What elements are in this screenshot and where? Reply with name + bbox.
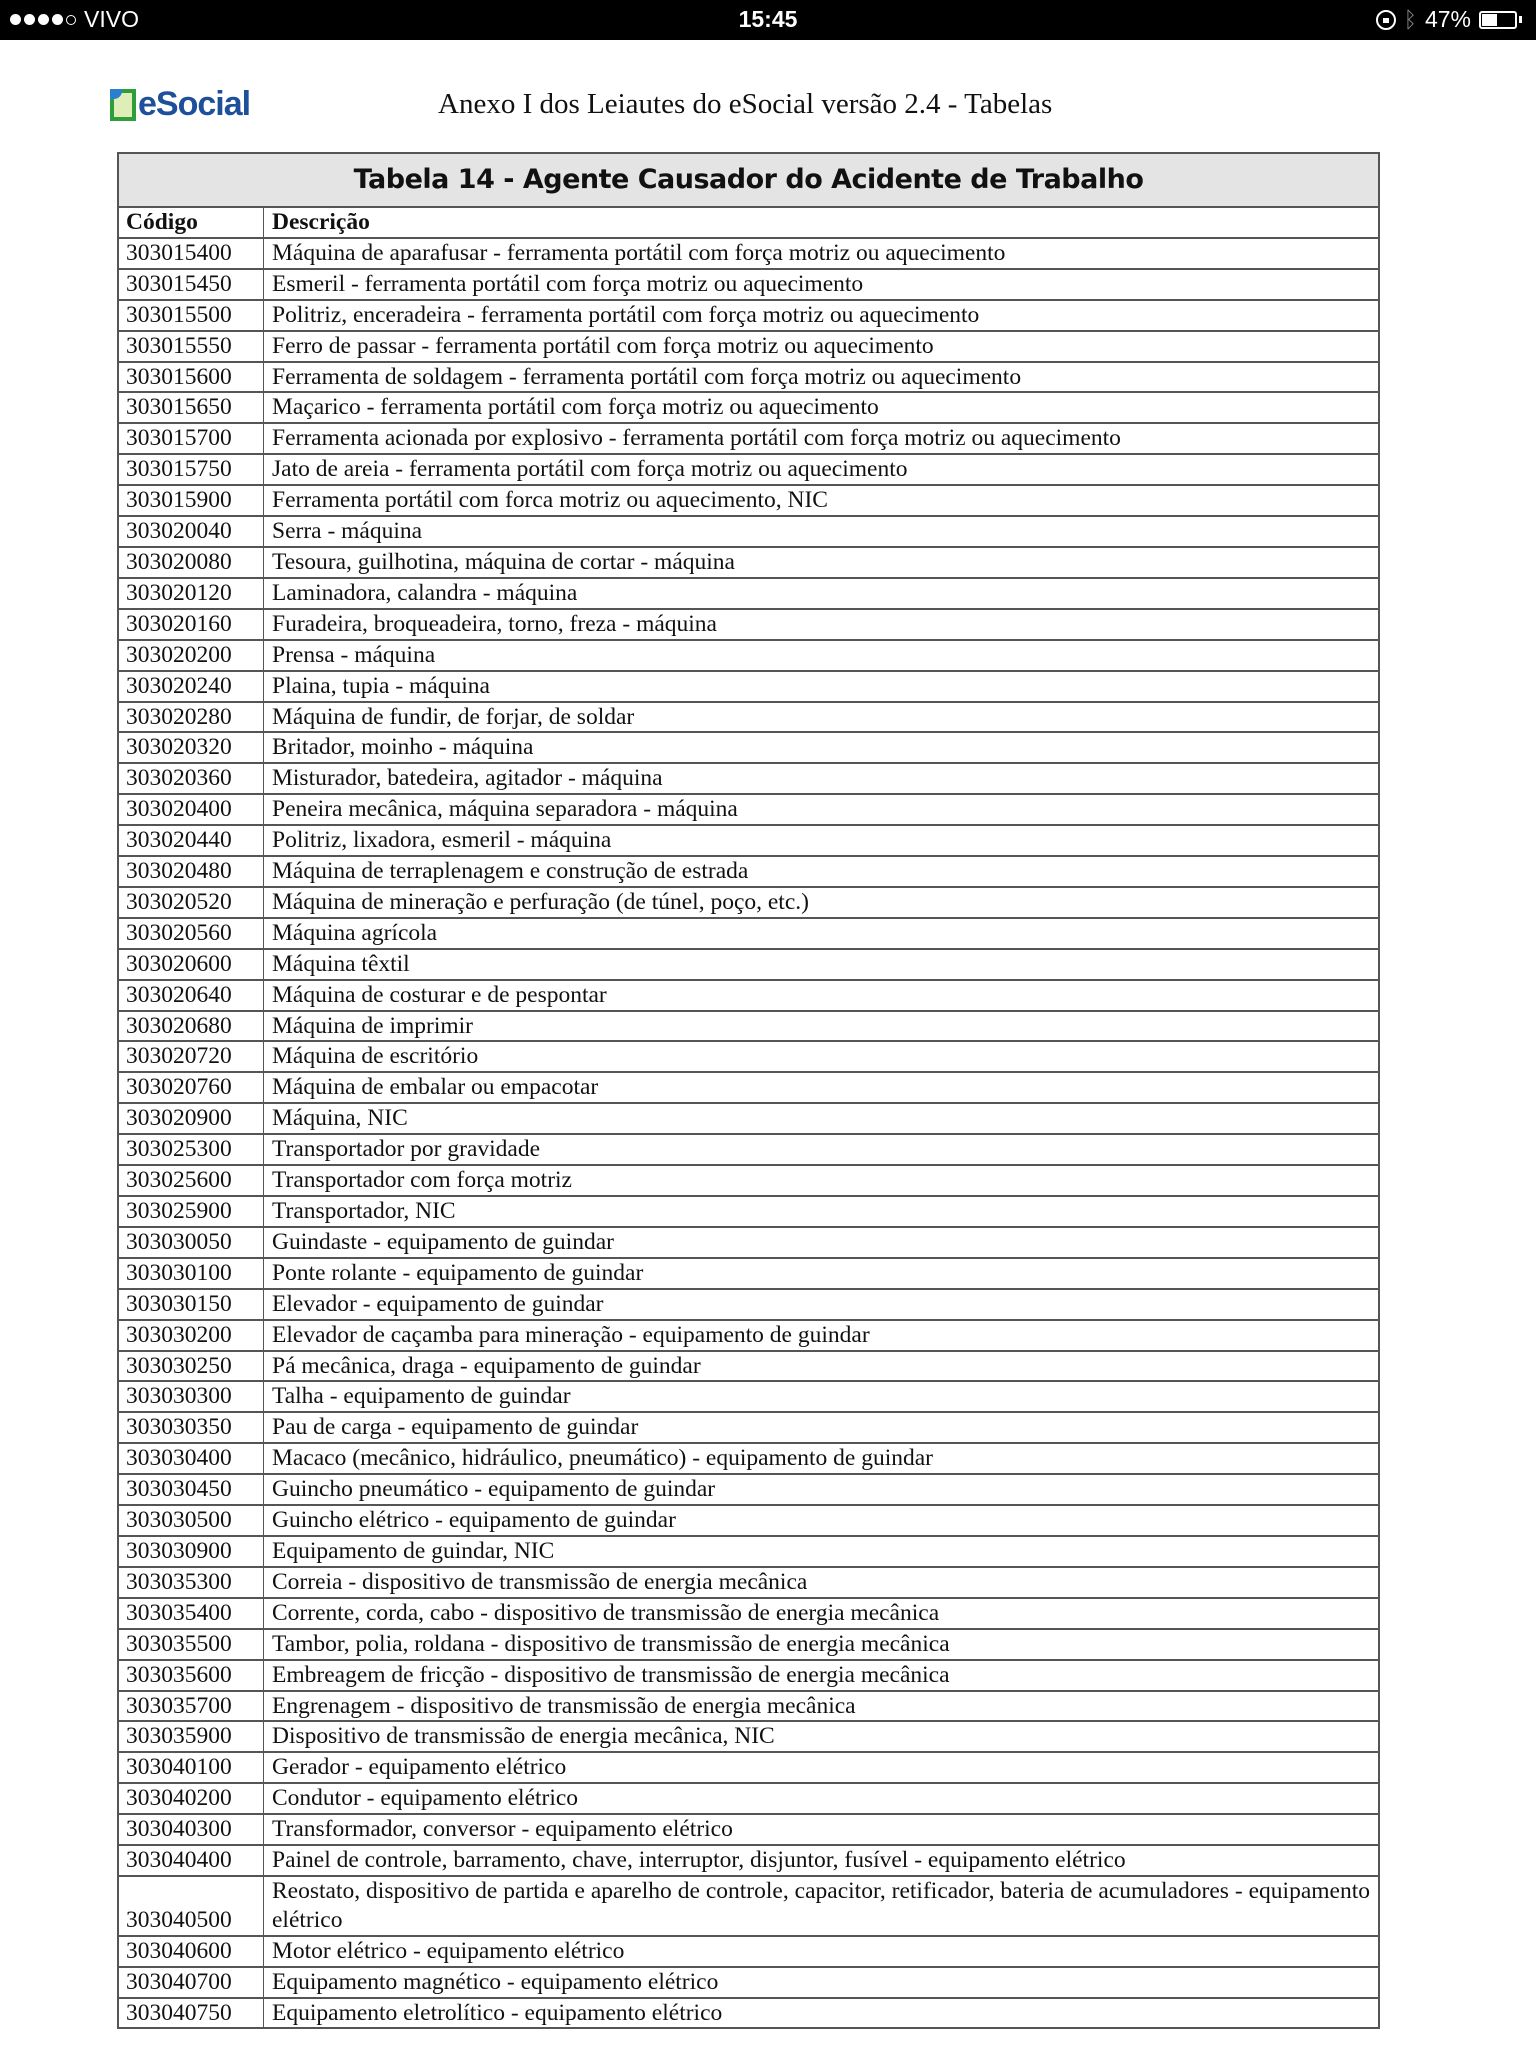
table-row — [119, 1998, 1378, 2028]
document-title: Anexo I dos Leiautes do eSocial versão 2.4 - Tabelas — [438, 88, 1053, 120]
row-description: Motor elétrico - equipamento elétrico — [264, 1936, 1379, 1967]
row-description: Guincho pneumático - equipamento de guindar — [264, 1474, 1379, 1505]
clock: 15:45 — [738, 6, 798, 32]
status-icons — [1376, 6, 1522, 33]
table-row — [119, 362, 1378, 393]
table-row — [119, 1936, 1378, 1967]
table-row — [119, 1783, 1378, 1814]
row-description: Máquina de costurar e de pespontar — [264, 980, 1379, 1011]
column-header-descricao: Descrição — [264, 208, 1379, 238]
table-row — [119, 1011, 1378, 1042]
table-row — [119, 238, 1378, 269]
row-description: Britador, moinho - máquina — [264, 732, 1379, 763]
row-code: 303020200 — [119, 640, 264, 671]
row-description: Painel de controle, barramento, chave, interruptor, disjuntor, fusível - equipamento elétrico — [264, 1845, 1379, 1876]
table-row — [119, 1567, 1378, 1598]
row-description: Engrenagem - dispositivo de transmissão de energia mecânica — [264, 1691, 1379, 1722]
table-row — [119, 1691, 1378, 1722]
row-description: Guincho elétrico - equipamento de guindar — [264, 1505, 1379, 1536]
row-description: Prensa - máquina — [264, 640, 1379, 671]
table-row — [119, 1967, 1378, 1998]
row-description: Máquina de fundir, de forjar, de soldar — [264, 702, 1379, 733]
row-code: 303020400 — [119, 794, 264, 825]
row-code: 303020080 — [119, 547, 264, 578]
table-row — [119, 331, 1378, 362]
row-code: 303020480 — [119, 856, 264, 887]
row-code: 303025900 — [119, 1196, 264, 1227]
row-code: 303030050 — [119, 1227, 264, 1258]
battery-tip-icon — [1519, 16, 1522, 23]
table-row — [119, 763, 1378, 794]
table-row — [119, 1258, 1378, 1289]
table-row — [119, 300, 1378, 331]
row-code: 303030200 — [119, 1320, 264, 1351]
row-code: 303030450 — [119, 1474, 264, 1505]
row-code: 303020680 — [119, 1011, 264, 1042]
table-row — [119, 1876, 1378, 1936]
row-code: 303030250 — [119, 1351, 264, 1382]
table-row — [119, 1814, 1378, 1845]
row-description: Equipamento de guindar, NIC — [264, 1536, 1379, 1567]
row-code: 303040100 — [119, 1752, 264, 1783]
row-code: 303040300 — [119, 1814, 264, 1845]
row-code: 303020240 — [119, 671, 264, 702]
row-code: 303030150 — [119, 1289, 264, 1320]
row-code: 303020280 — [119, 702, 264, 733]
row-description: Máquina de embalar ou empacotar — [264, 1072, 1379, 1103]
table-row — [119, 609, 1378, 640]
row-description: Furadeira, broqueadeira, torno, freza - máquina — [264, 609, 1379, 640]
table-row — [119, 1381, 1378, 1412]
row-description: Tambor, polia, roldana - dispositivo de transmissão de energia mecânica — [264, 1629, 1379, 1660]
row-description: Ferro de passar - ferramenta portátil com força motriz ou aquecimento — [264, 331, 1379, 362]
row-code: 303015550 — [119, 331, 264, 362]
table-row — [119, 1072, 1378, 1103]
table-row — [119, 1103, 1378, 1134]
table-row — [119, 1474, 1378, 1505]
table-row — [119, 1041, 1378, 1072]
row-description: Elevador de caçamba para mineração - equipamento de guindar — [264, 1320, 1379, 1351]
row-code: 303015600 — [119, 362, 264, 393]
row-description: Plaina, tupia - máquina — [264, 671, 1379, 702]
table-row — [119, 794, 1378, 825]
table-row — [119, 454, 1378, 485]
row-description: Esmeril - ferramenta portátil com força motriz ou aquecimento — [264, 269, 1379, 300]
row-description: Equipamento magnético - equipamento elétrico — [264, 1967, 1379, 1998]
row-description: Máquina de escritório — [264, 1041, 1379, 1072]
row-description: Máquina, NIC — [264, 1103, 1379, 1134]
row-code: 303020600 — [119, 949, 264, 980]
row-description: Corrente, corda, cabo - dispositivo de transmissão de energia mecânica — [264, 1598, 1379, 1629]
table-header-row — [119, 208, 1378, 238]
row-code: 303030400 — [119, 1443, 264, 1474]
row-code: 303020040 — [119, 516, 264, 547]
table-row — [119, 1227, 1378, 1258]
row-description: Equipamento eletrolítico - equipamento elétrico — [272, 1999, 723, 2026]
row-description: Jato de areia - ferramenta portátil com força motriz ou aquecimento — [264, 454, 1379, 485]
row-code: 303040200 — [119, 1783, 264, 1814]
row-description: Gerador - equipamento elétrico — [264, 1752, 1379, 1783]
table-row — [119, 1134, 1378, 1165]
table-row — [119, 1660, 1378, 1691]
row-code: 303035300 — [119, 1567, 264, 1598]
row-code: 303030300 — [119, 1381, 264, 1412]
row-code: 303040400 — [119, 1845, 264, 1876]
row-description: Maçarico - ferramenta portátil com força motriz ou aquecimento — [264, 392, 1379, 423]
row-description: Pá mecânica, draga - equipamento de guindar — [264, 1351, 1379, 1382]
table-row — [119, 485, 1378, 516]
battery-icon — [1479, 11, 1517, 29]
row-code: 303035900 — [119, 1721, 264, 1752]
row-description: Máquina de imprimir — [264, 1011, 1379, 1042]
table-row — [119, 392, 1378, 423]
row-code: 303020900 — [119, 1103, 264, 1134]
row-description: Transportador com força motriz — [264, 1165, 1379, 1196]
row-code: 303040700 — [119, 1967, 264, 1998]
table-row — [119, 1536, 1378, 1567]
row-code: 303040600 — [119, 1936, 264, 1967]
row-description: Serra - máquina — [264, 516, 1379, 547]
table-row — [119, 547, 1378, 578]
table-row — [119, 1629, 1378, 1660]
table-row — [119, 1289, 1378, 1320]
row-description: Dispositivo de transmissão de energia mecânica, NIC — [264, 1721, 1379, 1752]
agente-causador-table — [117, 152, 1380, 2029]
row-description: Ferramenta portátil com forca motriz ou aquecimento, NIC — [264, 485, 1379, 516]
row-code: 303040500 — [119, 1876, 264, 1936]
row-code: 303020360 — [119, 763, 264, 794]
battery-level-fill — [1482, 14, 1497, 26]
table-row — [119, 949, 1378, 980]
bluetooth-icon: ᛒ — [1403, 6, 1417, 32]
row-code: 303020720 — [119, 1041, 264, 1072]
rotation-lock-icon — [1376, 10, 1396, 30]
esocial-logo — [110, 85, 250, 124]
table-row — [119, 856, 1378, 887]
row-code: 303015750 — [119, 454, 264, 485]
table-row — [119, 578, 1378, 609]
row-code: 303020520 — [119, 887, 264, 918]
row-code: 303030500 — [119, 1505, 264, 1536]
table-row — [119, 1598, 1378, 1629]
table-row — [119, 825, 1378, 856]
row-description: Máquina agrícola — [264, 918, 1379, 949]
row-code: 303015400 — [119, 238, 264, 269]
row-description: Politriz, lixadora, esmeril - máquina — [264, 825, 1379, 856]
row-description: Máquina de mineração e perfuração (de túnel, poço, etc.) — [264, 887, 1379, 918]
row-description: Ponte rolante - equipamento de guindar — [264, 1258, 1379, 1289]
row-description: Máquina têxtil — [264, 949, 1379, 980]
table-row — [119, 918, 1378, 949]
row-description: Talha - equipamento de guindar — [264, 1381, 1379, 1412]
row-description: Transportador por gravidade — [264, 1134, 1379, 1165]
row-code: 303035500 — [119, 1629, 264, 1660]
table-row — [119, 1845, 1378, 1876]
row-description: Reostato, dispositivo de partida e aparelho de controle, capacitor, retificador, bateria de acumuladores - equipamento elétrico — [264, 1876, 1379, 1936]
row-code: 303030900 — [119, 1536, 264, 1567]
row-description: Máquina de aparafusar - ferramenta portátil com força motriz ou aquecimento — [264, 238, 1379, 269]
table-row — [119, 1196, 1378, 1227]
row-description: Ferramenta de soldagem - ferramenta portátil com força motriz ou aquecimento — [264, 362, 1379, 393]
table-title: Tabela 14 - Agente Causador do Acidente de Trabalho — [119, 154, 1378, 208]
row-code: 303020640 — [119, 980, 264, 1011]
row-code: 303025600 — [119, 1165, 264, 1196]
row-description: Politriz, enceradeira - ferramenta portátil com força motriz ou aquecimento — [264, 300, 1379, 331]
row-code: 303015700 — [119, 423, 264, 454]
battery-percent: 47% — [1424, 6, 1471, 32]
carrier-name: VIVO — [84, 6, 139, 32]
row-code: 303025300 — [119, 1134, 264, 1165]
row-description: Tesoura, guilhotina, máquina de cortar - máquina — [264, 547, 1379, 578]
row-code: 303020440 — [119, 825, 264, 856]
table-row — [119, 1320, 1378, 1351]
row-description: Macaco (mecânico, hidráulico, pneumático) - equipamento de guindar — [264, 1443, 1379, 1474]
row-code: 303020320 — [119, 732, 264, 763]
row-code: 303035700 — [119, 1691, 264, 1722]
row-description: Guindaste - equipamento de guindar — [264, 1227, 1379, 1258]
row-code: 303020160 — [119, 609, 264, 640]
table-row — [119, 516, 1378, 547]
table-body — [119, 238, 1378, 2028]
row-code: 303040750 — [119, 1998, 264, 2028]
table-row — [119, 640, 1378, 671]
row-code: 303035600 — [119, 1660, 264, 1691]
row-code: 303015650 — [119, 392, 264, 423]
document-header — [0, 80, 1536, 130]
row-description: Correia - dispositivo de transmissão de energia mecânica — [264, 1567, 1379, 1598]
table-row — [119, 1721, 1378, 1752]
row-description: Embreagem de fricção - dispositivo de transmissão de energia mecânica — [264, 1660, 1379, 1691]
table-row — [119, 1412, 1378, 1443]
row-description: Condutor - equipamento elétrico — [264, 1783, 1379, 1814]
table-row — [119, 1165, 1378, 1196]
row-description: Máquina de terraplenagem e construção de estrada — [264, 856, 1379, 887]
table-row — [119, 732, 1378, 763]
row-code: 303015500 — [119, 300, 264, 331]
status-bar — [0, 0, 1536, 40]
row-code: 303030100 — [119, 1258, 264, 1289]
row-code: 303030350 — [119, 1412, 264, 1443]
table-row — [119, 1752, 1378, 1783]
row-description: Misturador, batedeira, agitador - máquina — [264, 763, 1379, 794]
table-row — [119, 702, 1378, 733]
table-row — [119, 980, 1378, 1011]
row-code: 303015900 — [119, 485, 264, 516]
table-row — [119, 1351, 1378, 1382]
row-description: Peneira mecânica, máquina separadora - máquina — [264, 794, 1379, 825]
row-description: Pau de carga - equipamento de guindar — [264, 1412, 1379, 1443]
esocial-logo-icon — [110, 89, 136, 121]
table-row — [119, 1443, 1378, 1474]
row-code: 303015450 — [119, 269, 264, 300]
row-description: Laminadora, calandra - máquina — [264, 578, 1379, 609]
table-row — [119, 269, 1378, 300]
row-description: Ferramenta acionada por explosivo - ferramenta portátil com força motriz ou aquecimento — [264, 423, 1379, 454]
row-description: Elevador - equipamento de guindar — [264, 1289, 1379, 1320]
table-row — [119, 671, 1378, 702]
table-row — [119, 423, 1378, 454]
table-row — [119, 887, 1378, 918]
column-header-codigo: Código — [119, 208, 264, 238]
row-code: 303035400 — [119, 1598, 264, 1629]
row-code: 303020560 — [119, 918, 264, 949]
row-description: Transformador, conversor - equipamento elétrico — [264, 1814, 1379, 1845]
data-table — [119, 208, 1378, 2027]
logo-text: eSocial — [138, 85, 251, 123]
row-code: 303020120 — [119, 578, 264, 609]
row-code: 303020760 — [119, 1072, 264, 1103]
row-description: Transportador, NIC — [264, 1196, 1379, 1227]
table-row — [119, 1505, 1378, 1536]
